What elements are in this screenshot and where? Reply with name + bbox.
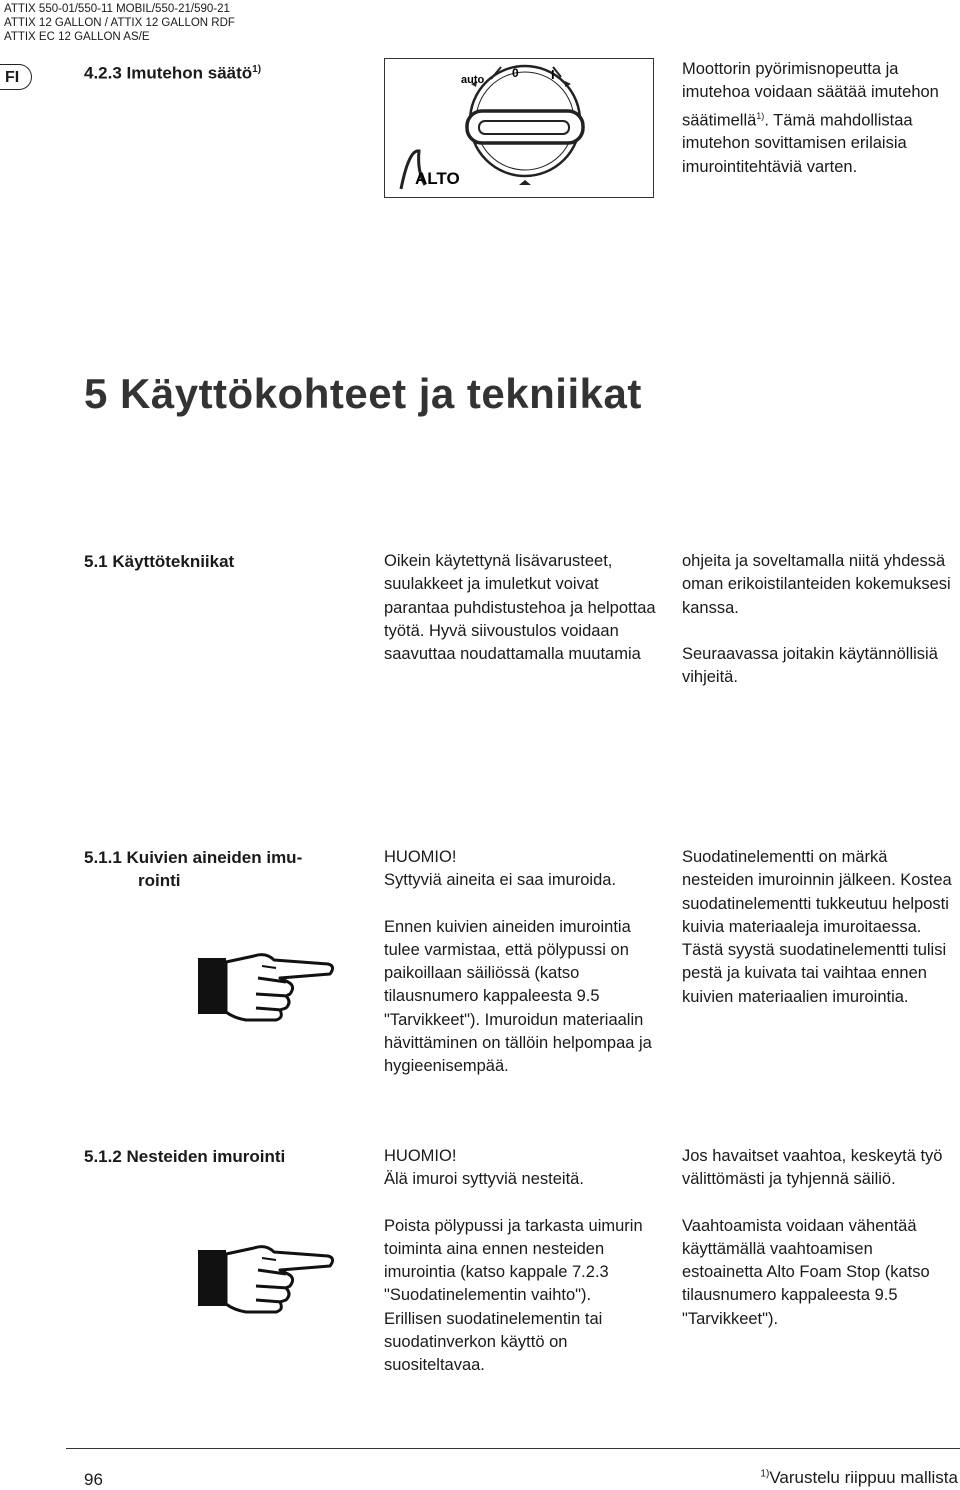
warning-text: Syttyviä aineita ei saa imuroida. <box>384 871 617 890</box>
section-4-2-3-text: Moottorin pyörimisnopeutta ja imutehoa voidaan säätää imutehon säätimellä$^{1)}$. Tämä mahdollistaa imutehon sovittamisen erilaisia imurointitehtäviä varten. <box>682 60 939 176</box>
section-5-1-col-1 <box>384 550 656 666</box>
section-5-1-2-col-1 <box>384 1145 656 1378</box>
section-4-2-3-title: 4.2.3 Imutehon säätö$^{1)}$ <box>84 63 262 83</box>
footer-divider <box>66 1448 960 1449</box>
header-line-3: ATTIX EC 12 GALLON AS/E <box>4 31 150 43</box>
header-line-2: ATTIX 12 GALLON / ATTIX 12 GALLON RDF <box>4 17 235 29</box>
pointing-hand-icon <box>196 1240 336 1316</box>
section-5-1-1-paragraph-2: Suodatinelementti on märkä nesteiden imuroinnin jälkeen. Kostea suodatinelementti tukkeutuu helposti kuivia materiaaleja imuroitaessa. Tästä syystä suodatinelementti tulisi pestä ja kuivata tai vaihtaa ennen kuivien materiaalien imurointia. <box>682 848 952 1006</box>
section-5-1-1-paragraph-1: Ennen kuivien aineiden imurointia tulee varmistaa, että pölypussi on paikoillaan säiliössä (katso tilausnumero kappaleesta 9.5 "Tarvikkeet"). Imuroidun materiaalin hävittäminen on tällöin helpompaa ja hygieenisempää. <box>384 917 652 1076</box>
language-tab: FI <box>0 64 32 90</box>
section-5-1-2-paragraph-4: Vaahtoamista voidaan vähentää käyttämällä vaahtoamisen estoainetta Alto Foam Stop (katso tilausnumero kappaleesta 9.5 "Tarvikkeet"). <box>682 1216 930 1328</box>
dial-label-on: I <box>551 67 555 82</box>
chapter-5-title: 5 Käyttökohteet ja tekniikat <box>84 370 642 417</box>
warning-text: Älä imuroi syttyviä nesteitä. <box>384 1170 584 1189</box>
section-5-1-2-col-2 <box>682 1145 956 1331</box>
warning-heading: HUOMIO! <box>384 848 457 866</box>
section-5-1-col-2 <box>682 550 956 689</box>
alto-logo: ALTO <box>415 169 460 188</box>
section-5-1-2-paragraph-1: Poista pölypussi ja tarkasta uimurin toiminta aina ennen nesteiden imurointia (katso kappale 7.2.3 "Suodatinelementin vaihto"). <box>384 1216 643 1305</box>
dial-label-off: 0 <box>512 66 519 80</box>
section-5-1-2-paragraph-2: Erillisen suodatinelementin tai suodatinverkon käyttö on suositeltavaa. <box>384 1309 603 1375</box>
section-5-1-1-title: 5.1.1 Kuivien aineiden imu- rointi <box>84 848 303 890</box>
section-5-1-2-paragraph-3: Jos havaitset vaahtoa, keskeytä työ välittömästi ja tyhjennä säiliö. <box>682 1147 943 1189</box>
section-5-1-paragraph-2: ohjeita ja soveltamalla niitä yhdessä oman erikoistilanteiden kokemuksesi kanssa. <box>682 552 951 617</box>
suction-control-figure <box>384 58 654 198</box>
section-5-1-1-col-1 <box>384 846 656 1079</box>
document-header <box>4 2 235 44</box>
section-5-1-paragraph-3: Seuraavassa joitakin käytännöllisiä vihjeitä. <box>682 644 938 687</box>
page-number: 96 <box>84 1470 103 1489</box>
warning-heading: HUOMIO! <box>384 1147 457 1165</box>
footnote: $^{1)}$Varustelu riippuu mallista <box>760 1468 958 1487</box>
header-line-1: ATTIX 550-01/550-11 MOBIL/550-21/590-21 <box>4 3 230 15</box>
section-5-1-title: 5.1 Käyttötekniikat <box>84 552 235 571</box>
pointing-hand-icon <box>196 948 336 1024</box>
section-5-1-1-col-2 <box>682 846 956 1009</box>
dial-label-auto: auto <box>461 74 485 86</box>
suction-dial-illustration <box>385 59 652 196</box>
section-5-1-2-title: 5.1.2 Nesteiden imurointi <box>84 1147 286 1166</box>
section-5-1-paragraph-1: Oikein käytettynä lisävarusteet, suulakkeet ja imuletkut voivat parantaa puhdistustehoa ja helpottaa työtä. Hyvä siivoustulos voidaan saavuttaa noudattamalla muutamia <box>384 552 656 664</box>
